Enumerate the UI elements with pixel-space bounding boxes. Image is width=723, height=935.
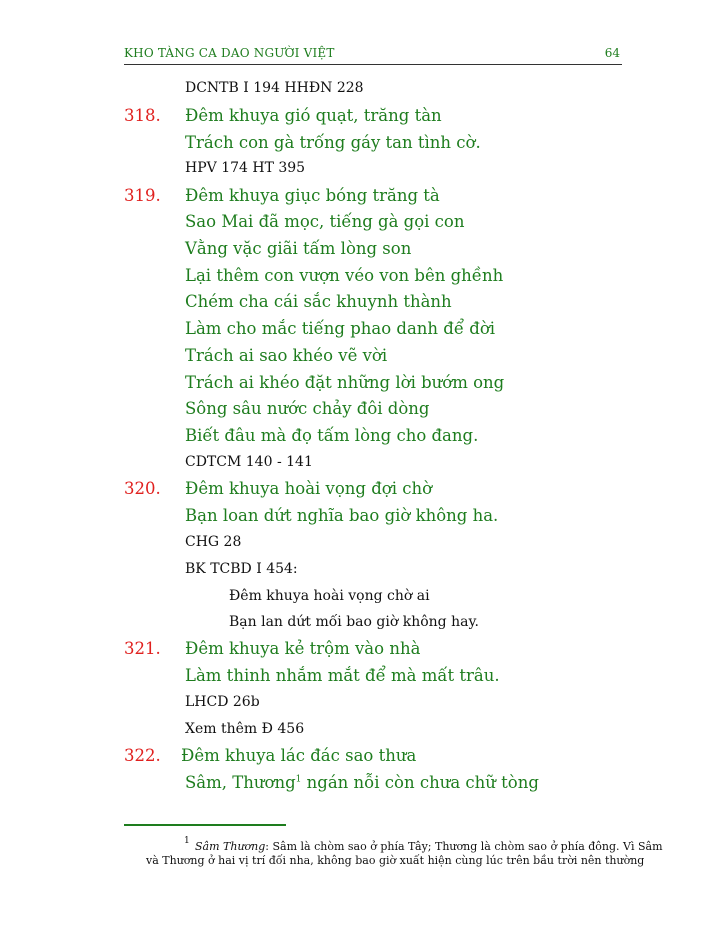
source-citation: HPV 174 HT 395	[185, 160, 306, 176]
source-citation: Xem thêm Đ 456	[185, 721, 305, 737]
verse-line: Trách con gà trống gáy tan tình cờ.	[185, 133, 481, 152]
source-citation: BK TCBD I 454:	[185, 561, 298, 577]
verse-line: Bạn loan dứt nghĩa bao giờ không ha.	[185, 506, 499, 525]
footnote-text-continued: và Thương ở hai vị trí đối nha, không bao giờ xuất hiện cùng lúc trên bầu trời nên thường	[146, 854, 645, 867]
source-citation: LHCD 26b	[185, 694, 260, 710]
verse-text: ngán nỗi còn chưa chữ tòng	[301, 773, 539, 792]
footnote-number: 1	[184, 836, 190, 846]
verse-line: Đêm khuya kẻ trộm vào nhà	[185, 639, 421, 658]
footnote-text	[195, 840, 663, 853]
verse-line: Lại thêm con vượn véo von bên ghềnh	[185, 266, 504, 285]
verse-line: Biết đâu mà đọ tấm lòng cho đang.	[185, 426, 479, 445]
verse-line	[185, 773, 539, 792]
footnote-divider	[124, 824, 286, 826]
source-citation: DCNTB I 194 HHĐN 228	[185, 80, 364, 96]
footnote-term: Sâm Thương	[195, 840, 266, 853]
source-citation: CHG 28	[185, 534, 242, 550]
source-citation: CDTCM 140 - 141	[185, 454, 313, 470]
entry-number-322: 322.	[124, 746, 161, 765]
variant-line: Đêm khuya hoài vọng chờ ai	[229, 588, 430, 604]
entry-number-319: 319.	[124, 186, 161, 205]
footnote-reference: 1	[295, 774, 302, 785]
verse-line: Đêm khuya lác đác sao thưa	[181, 746, 417, 765]
verse-line: Đêm khuya gió quạt, trăng tàn	[185, 106, 442, 125]
book-title: KHO TÀNG CA DAO NGƯỜI VIỆT	[124, 46, 335, 60]
verse-text: Sâm, Thương	[185, 773, 296, 792]
entry-number-320: 320.	[124, 479, 161, 498]
verse-line: Vằng vặc giãi tấm lòng son	[185, 239, 412, 258]
verse-line: Chém cha cái sắc khuynh thành	[185, 292, 452, 311]
verse-line: Sao Mai đã mọc, tiếng gà gọi con	[185, 212, 465, 231]
entry-number-321: 321.	[124, 639, 161, 658]
variant-line: Bạn lan dứt mối bao giờ không hay.	[229, 614, 479, 630]
page-number: 64	[604, 46, 620, 60]
verse-line: Trách ai khéo đặt những lời bướm ong	[185, 373, 505, 392]
verse-line: Trách ai sao khéo vẽ vời	[185, 346, 388, 365]
footnote-definition: : Sâm là chòm sao ở phía Tây; Thương là chòm sao ở phía đông. Vì Sâm	[265, 840, 663, 853]
entry-number-318: 318.	[124, 106, 161, 125]
verse-line: Đêm khuya hoài vọng đợi chờ	[185, 479, 433, 498]
verse-line: Làm cho mắc tiếng phao danh để đời	[185, 319, 496, 338]
verse-line: Đêm khuya giục bóng trăng tà	[185, 186, 440, 205]
verse-line: Sông sâu nước chảy đôi dòng	[185, 399, 430, 418]
page-header	[124, 44, 622, 65]
verse-line: Làm thinh nhắm mắt để mà mất trâu.	[185, 666, 500, 685]
